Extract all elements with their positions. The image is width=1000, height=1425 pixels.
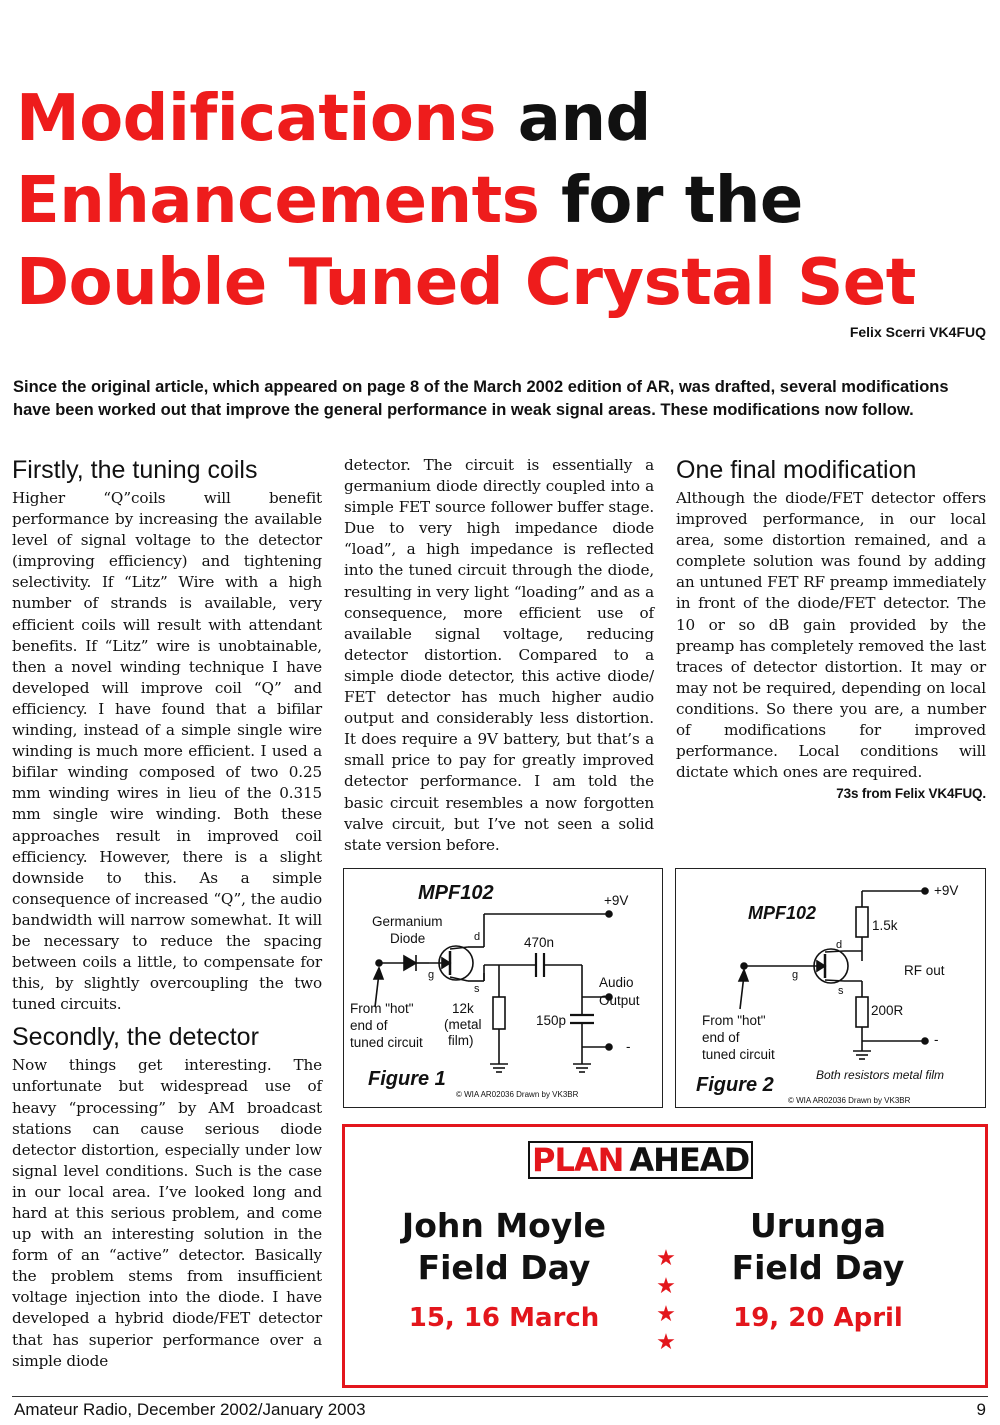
fig2-res-bottom-label: 200R: [871, 1003, 904, 1018]
title-line1-black: and: [495, 82, 651, 156]
fig2-input-label-3: tuned circuit: [702, 1047, 775, 1062]
plan-word: PLAN: [532, 1141, 624, 1179]
paragraph-tuning-coils: Higher “Q”coils will benefit performance by increasing the available level of signal voltage to the detector (improving efficiency) and tightening selectivity. If “Litz” Wire with a high number of strands is available, very efficient coils will result with attendant benefits. If “Litz” wire is unobtainable, then a novel winding technique I have developed will improve coil “Q” and efficiency. I have found that a bifilar winding, instead of a simple single wire winding is much more efficient. I used a bifilar winding composed of two 0.25 mm winding wires in lieu of the 0.315 mm single wire winding. Both these approaches result in improved coil efficiency. However, there is a slight downside to this. As a simple consequence of increased “Q”, the audio bandwidth will narrow somewhat. It will be necessary to reduce the spacing between coils a little, to compensate for this, by slightly overcoupling the two tuned circuits.: [12, 489, 322, 1014]
fig1-part-label: MPF102: [418, 882, 494, 904]
paragraph-detector-cont: detector. The circuit is essentially a germanium diode directly coupled into a simple FET source follower buffer stage. Due to very high impedance diode “load”, a high impedance is reflected into the tuned circuit through the diode, resulting in very light “loading” and as a consequence, more efficient use of available signal voltage, reducing detector distortion. Compared to a simple diode detector, this active diode/ FET detector has much higher audio output and considerably less distortion. It does require a 9V battery, but that’s a small price to pay for greatly improved detector performance. I am told the basic circuit resembles a now forgotten valve circuit, but I’ve not seen a solid state version before.: [344, 456, 654, 854]
fig1-drain-label: d: [474, 931, 481, 943]
fig1-output-label-1: Audio: [599, 975, 634, 990]
heading-tuning-coils: Firstly, the tuning coils: [12, 456, 258, 484]
event2-line1: Urunga: [750, 1206, 886, 1245]
fig1-input-label-1: From "hot": [350, 1001, 414, 1016]
fig1-cap1-label: 470n: [524, 935, 555, 950]
fig2-res-top-label: 1.5k: [872, 918, 898, 933]
fig1-supply-label: +9V: [604, 893, 629, 908]
fig2-input-label-1: From "hot": [702, 1013, 766, 1028]
footer-rule: [12, 1396, 988, 1397]
signoff: 73s from Felix VK4FUQ.: [836, 786, 986, 802]
ahead-word: AHEAD: [629, 1141, 750, 1179]
fig2-minus-label: -: [934, 1032, 939, 1047]
fig2-gate-label: g: [792, 969, 799, 981]
fig2-credit: © WIA AR02036 Drawn by VK3BR: [788, 1096, 911, 1105]
footer-publication: Amateur Radio, December 2002/January 2003: [14, 1400, 366, 1419]
event2-line2: Field Day: [731, 1248, 905, 1287]
page-number: 9: [976, 1400, 986, 1419]
fig2-caption: Figure 2: [696, 1074, 774, 1096]
fig1-minus-label: -: [626, 1039, 631, 1054]
paragraph-final-modification: Although the diode/FET detector offers improved performance, in our local area, some distortion remained, and a complete solution was found by adding an untuned FET RF preamp immediately in front of the diode/FET detector. The 10 or so dB gain provided by the preamp has completely removed the last traces of detector distortion. It may or may not be required, depending on local conditions. So there you are, a number of modifications for improved performance. Local conditions will dictate which ones are required.: [676, 489, 986, 782]
fig1-res-label-1: 12k: [452, 1001, 474, 1016]
author-byline: Felix Scerri VK4FUQ: [849, 324, 986, 340]
paragraph-detector: Now things get interesting. The unfortunate but widespread use of heavy “processing” by AM broadcast stations can cause serious diode detector distortion, especially under low signal level conditions. Such is the case in our local area. I’ve looked long and hard at this serious problem, and come up with an interesting solution in the form of an “active” detector. Basically the problem stems from insufficient voltage injection into the diode. I have developed a hybrid diode/FET detector that has superior performance over a simple diode: [12, 1056, 322, 1370]
fig1-diode-label-2: Diode: [390, 931, 426, 946]
heading-detector: Secondly, the detector: [12, 1023, 259, 1052]
figure-2-schematic: [675, 868, 986, 1108]
fig2-note: Both resistors metal film: [816, 1068, 945, 1082]
fig1-res-label-3: film): [448, 1033, 474, 1048]
fig1-caption: Figure 1: [368, 1068, 446, 1090]
plan-ahead-advert: [342, 1124, 988, 1388]
event2-date: 19, 20 April: [733, 1303, 903, 1333]
event-john-moyle: [369, 1205, 639, 1335]
intro-paragraph: Since the original article, which appeared on page 8 of the March 2002 edition of AR, was drafted, several modifications have been worked out that improve the general performance in weak signal areas. These modifications now follow.: [13, 378, 949, 419]
fig2-supply-label: +9V: [934, 883, 959, 898]
title-line1-red: Modifications: [16, 82, 496, 156]
fig1-output-label-2: Output: [599, 993, 640, 1008]
column-2: [344, 455, 654, 856]
event-urunga: [683, 1205, 953, 1335]
fig1-diode-label-1: Germanium: [372, 914, 443, 929]
title-line2-red: Enhancements: [16, 164, 540, 238]
star-divider: [651, 1245, 681, 1357]
fig2-drain-label: d: [836, 939, 843, 951]
fig2-input-label-2: end of: [702, 1030, 740, 1045]
star-icon: ★: [656, 1274, 676, 1299]
star-icon: ★: [656, 1330, 676, 1355]
title-line2-black: for the: [539, 164, 803, 238]
fig1-credit: © WIA AR02036 Drawn by VK3BR: [456, 1090, 579, 1099]
star-icon: ★: [656, 1302, 676, 1327]
fig1-input-label-2: end of: [350, 1018, 388, 1033]
fig1-source-label: s: [474, 983, 480, 995]
heading-final-modification: One final modification: [676, 456, 917, 484]
fig1-input-label-3: tuned circuit: [350, 1035, 423, 1050]
event1-line1: John Moyle: [401, 1206, 607, 1245]
fig1-res-label-2: (metal: [444, 1017, 482, 1032]
event1-date: 15, 16 March: [408, 1303, 600, 1333]
event1-line2: Field Day: [417, 1248, 591, 1287]
article-title: [16, 78, 986, 324]
column-3: [676, 454, 986, 804]
star-icon: ★: [656, 1246, 676, 1271]
fig1-cap2-label: 150p: [536, 1013, 567, 1028]
fig2-rf-out-label: RF out: [904, 963, 945, 978]
figure-1-schematic: [343, 868, 663, 1108]
fig1-gate-label: g: [428, 969, 435, 981]
plan-ahead-banner: [528, 1141, 753, 1179]
title-line3-red: Double Tuned Crystal Set: [16, 246, 916, 320]
fig2-source-label: s: [838, 985, 844, 997]
fig2-part-label: MPF102: [748, 903, 817, 923]
column-1: [12, 454, 322, 1372]
